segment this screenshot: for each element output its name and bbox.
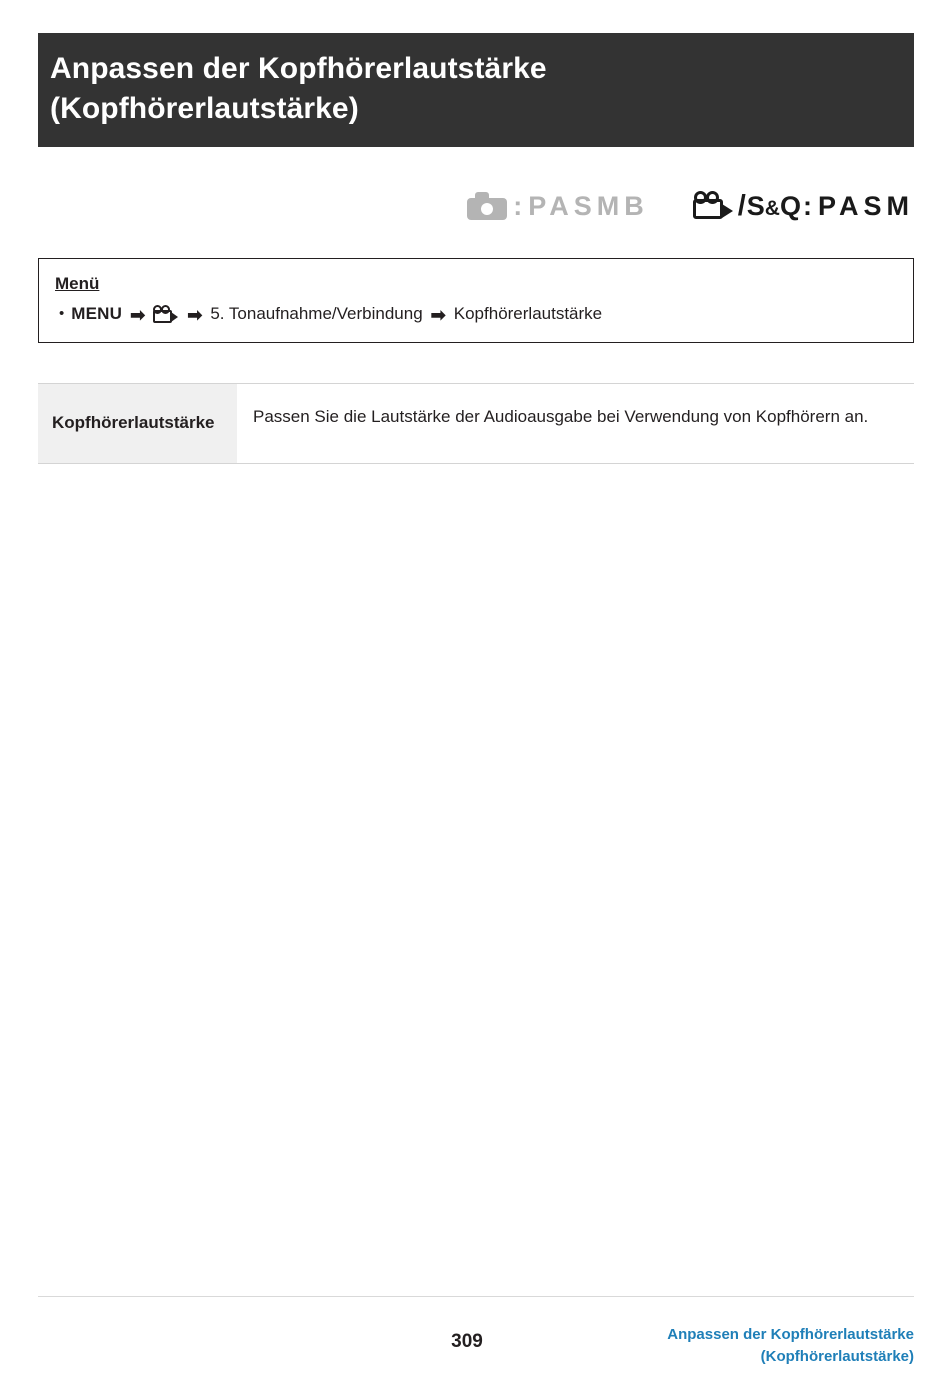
arrow-right-icon: ➡ xyxy=(130,304,146,325)
still-mode-group xyxy=(467,191,649,221)
arrow-right-icon: ➡ xyxy=(430,304,446,325)
footer-link-line-2: (Kopfhörerlautstärke) xyxy=(760,1347,914,1365)
page-title xyxy=(38,33,914,147)
movie-camera-icon xyxy=(693,191,735,221)
setting-description-cell: Passen Sie die Lautstärke der Audioausgabe bei Verwendung von Kopfhörern an. xyxy=(253,407,869,426)
menu-path-box xyxy=(38,258,914,343)
footer-link-line-1: Anpassen der Kopfhörerlautstärke xyxy=(667,1326,914,1343)
page-title-line-1: Anpassen der Kopfhörerlautstärke xyxy=(50,52,547,85)
movie-mode-colon: : xyxy=(802,190,812,221)
movie-mode-letters: PASM xyxy=(817,190,914,221)
movie-mode-group xyxy=(693,191,914,221)
sq-amp: & xyxy=(764,196,780,220)
movie-camera-icon xyxy=(153,305,179,324)
sq-prefix: S xyxy=(746,190,765,221)
menu-box-heading: Menü xyxy=(55,274,100,293)
table-row xyxy=(38,383,914,464)
setting-name-cell: Kopfhörerlautstärke xyxy=(38,384,237,463)
page-title-line-2: (Kopfhörerlautstärke) xyxy=(50,91,359,125)
still-mode-letters: PASMB xyxy=(528,190,649,221)
menu-breadcrumb xyxy=(55,302,897,326)
menu-bullet: • xyxy=(59,305,65,323)
page-number: 309 xyxy=(451,1331,483,1352)
camera-icon xyxy=(467,191,507,221)
movie-mode-sq-label xyxy=(746,190,801,221)
mode-indicator-row xyxy=(38,178,914,234)
menu-item-label: Kopfhörerlautstärke xyxy=(453,304,603,324)
menu-section-label: 5. Tonaufnahme/Verbindung xyxy=(210,304,423,324)
arrow-right-icon: ➡ xyxy=(187,304,203,325)
footer-divider xyxy=(38,1296,914,1297)
movie-mode-separator: / xyxy=(737,189,746,222)
menu-button-label: MENU xyxy=(71,304,123,324)
footer-section-link[interactable] xyxy=(494,1324,914,1368)
still-mode-colon: : xyxy=(513,190,523,221)
sq-suffix: Q xyxy=(779,190,801,221)
